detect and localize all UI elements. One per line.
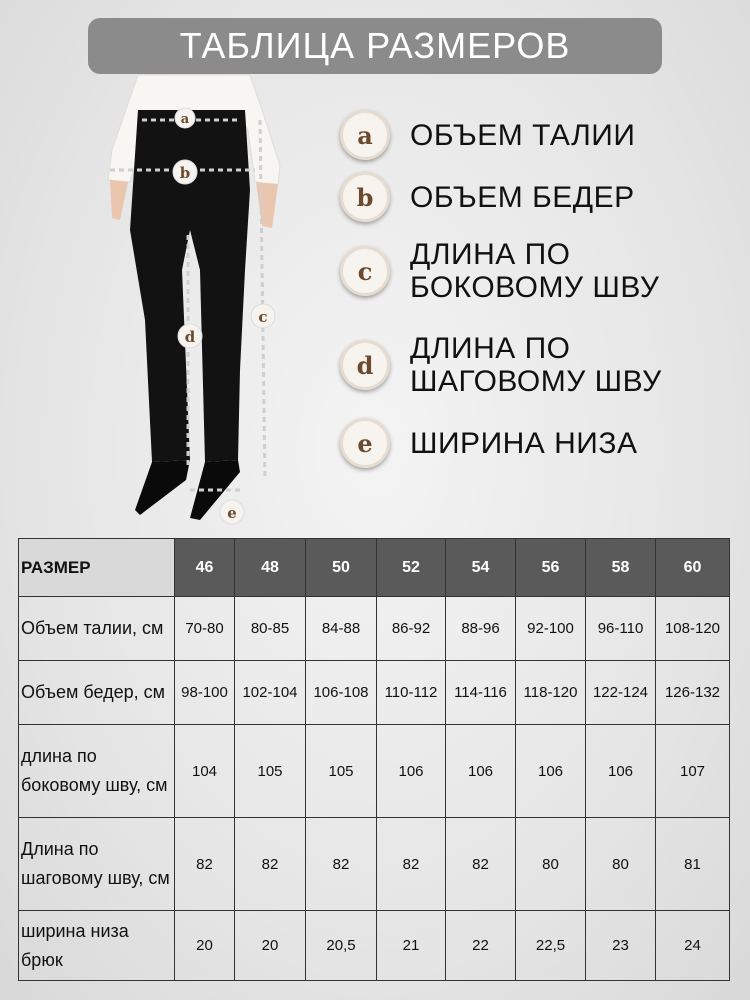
- table-cell: 108-120: [656, 597, 730, 661]
- row-label-side-seam: длина по боковому шву, см: [19, 725, 175, 818]
- row-label-hips: Объем бедер, см: [19, 661, 175, 725]
- table-cell: 80: [586, 818, 656, 911]
- table-cell: 82: [306, 818, 377, 911]
- table-cell: 107: [656, 725, 730, 818]
- table-cell: 118-120: [516, 661, 586, 725]
- marker-a: [175, 108, 195, 128]
- table-cell: 102-104: [235, 661, 306, 725]
- table-cell: 114-116: [446, 661, 516, 725]
- legend-label-side-seam: ДЛИНА ПО БОКОВОМУ ШВУ: [410, 238, 660, 304]
- table-cell: 105: [235, 725, 306, 818]
- legend-label-waist: ОБЪЕМ ТАЛИИ: [410, 118, 636, 152]
- table-row: [19, 597, 730, 661]
- badge-b: b: [340, 172, 390, 222]
- table-cell: 82: [377, 818, 446, 911]
- page-title: ТАБЛИЦА РАЗМЕРОВ: [88, 18, 662, 74]
- table-cell: 96-110: [586, 597, 656, 661]
- table-cell: 110-112: [377, 661, 446, 725]
- table-cell: 22,5: [516, 911, 586, 981]
- table-cell: 106: [516, 725, 586, 818]
- table-cell: 106: [446, 725, 516, 818]
- size-56: 56: [516, 539, 586, 597]
- table-cell: 106: [586, 725, 656, 818]
- row-label-hem-width: ширина низа брюк: [19, 911, 175, 981]
- badge-c: c: [340, 246, 390, 296]
- size-52: 52: [377, 539, 446, 597]
- table-cell: 20: [235, 911, 306, 981]
- badge-d: d: [340, 340, 390, 390]
- table-cell: 81: [656, 818, 730, 911]
- table-cell: 80: [516, 818, 586, 911]
- table-cell: 88-96: [446, 597, 516, 661]
- legend-label-hips: ОБЪЕМ БЕДЕР: [410, 180, 635, 214]
- legend-item-waist: [340, 110, 710, 160]
- table-cell: 104: [175, 725, 235, 818]
- marker-c: [251, 304, 275, 328]
- marker-b: [173, 160, 197, 184]
- header-label: РАЗМЕР: [19, 539, 175, 597]
- legend-label-inseam: ДЛИНА ПО ШАГОВОМУ ШВУ: [410, 332, 662, 398]
- row-label-waist: Объем талии, см: [19, 597, 175, 661]
- table-cell: 92-100: [516, 597, 586, 661]
- table-row: [19, 818, 730, 911]
- table-cell: 105: [306, 725, 377, 818]
- table-row: [19, 725, 730, 818]
- table-cell: 22: [446, 911, 516, 981]
- table-cell: 70-80: [175, 597, 235, 661]
- table-cell: 106-108: [306, 661, 377, 725]
- table-cell: 80-85: [235, 597, 306, 661]
- svg-text:b: b: [179, 164, 191, 182]
- marker-e: [220, 500, 244, 524]
- svg-text:c: c: [258, 308, 268, 326]
- table-cell: 86-92: [377, 597, 446, 661]
- size-50: 50: [306, 539, 377, 597]
- table-cell: 82: [446, 818, 516, 911]
- table-cell: 98-100: [175, 661, 235, 725]
- legend-item-hem-width: [340, 418, 710, 468]
- svg-text:a: a: [180, 112, 190, 127]
- table-cell: 20,5: [306, 911, 377, 981]
- trousers-figure: [90, 70, 310, 530]
- table-cell: 21: [377, 911, 446, 981]
- size-58: 58: [586, 539, 656, 597]
- table-row: [19, 661, 730, 725]
- svg-text:e: e: [227, 504, 237, 522]
- table-cell: 20: [175, 911, 235, 981]
- legend-item-inseam: [340, 332, 720, 398]
- size-table: [18, 538, 730, 981]
- table-cell: 84-88: [306, 597, 377, 661]
- table-cell: 82: [175, 818, 235, 911]
- marker-d: [178, 324, 202, 348]
- size-48: 48: [235, 539, 306, 597]
- legend-item-side-seam: [340, 238, 720, 304]
- badge-e: e: [340, 418, 390, 468]
- table-row: [19, 911, 730, 981]
- table-cell: 126-132: [656, 661, 730, 725]
- table-header-row: [19, 539, 730, 597]
- legend-item-hips: [340, 172, 710, 222]
- size-54: 54: [446, 539, 516, 597]
- table-cell: 82: [235, 818, 306, 911]
- table-cell: 24: [656, 911, 730, 981]
- size-60: 60: [656, 539, 730, 597]
- legend-label-hem-width: ШИРИНА НИЗА: [410, 426, 638, 460]
- table-cell: 122-124: [586, 661, 656, 725]
- badge-a: a: [340, 110, 390, 160]
- svg-text:d: d: [184, 328, 196, 346]
- size-46: 46: [175, 539, 235, 597]
- table-cell: 23: [586, 911, 656, 981]
- table-cell: 106: [377, 725, 446, 818]
- row-label-inseam: Длина по шаговому шву, см: [19, 818, 175, 911]
